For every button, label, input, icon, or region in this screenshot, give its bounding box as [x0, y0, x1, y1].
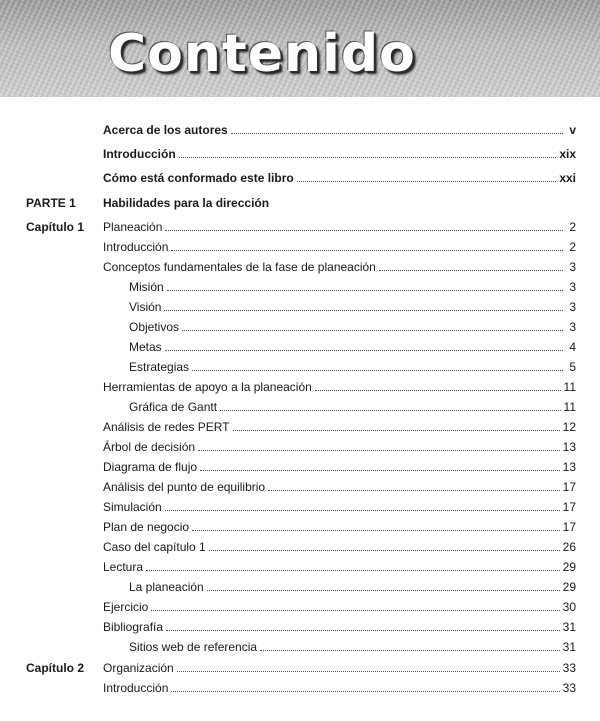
toc-title: Misión	[129, 280, 164, 294]
toc-row	[0, 618, 600, 636]
toc-entry	[103, 478, 576, 496]
toc-page-number: 11	[563, 400, 576, 414]
toc-dot-leader	[260, 638, 560, 651]
toc-row	[0, 578, 600, 596]
toc-dot-leader	[151, 598, 559, 611]
toc-title: Análisis de redes PERT	[103, 420, 230, 434]
toc-page-number: 29	[562, 580, 576, 594]
toc-title: Introducción	[103, 147, 176, 161]
toc-row	[0, 438, 600, 456]
toc-title: Árbol de decisión	[103, 440, 196, 454]
toc-entry	[103, 121, 576, 139]
toc-entry	[129, 358, 576, 376]
toc-row	[0, 478, 600, 496]
toc-page-number: 4	[569, 340, 576, 354]
toc-title: Herramientas de apoyo a la planeación	[103, 380, 312, 394]
toc-entry	[103, 558, 576, 576]
toc-dot-leader	[200, 458, 560, 471]
toc-page-number: 12	[562, 420, 576, 434]
toc-row	[0, 638, 600, 656]
toc-page-number: 3	[569, 300, 576, 314]
toc-page-number: 17	[562, 500, 576, 514]
toc-entry	[103, 438, 576, 456]
toc-dot-leader	[315, 378, 561, 391]
toc-page-number: 31	[562, 640, 576, 654]
toc-entry	[103, 598, 576, 616]
page-title: Contenido	[108, 24, 416, 84]
toc-entry	[103, 258, 576, 276]
toc-row	[0, 121, 600, 139]
toc-entry	[129, 318, 576, 336]
toc-entry	[103, 218, 576, 236]
toc-page-number: 11	[563, 380, 576, 394]
toc-entry	[103, 518, 576, 536]
toc-page-number: 17	[562, 480, 576, 494]
toc-entry	[103, 418, 576, 436]
toc-dot-leader	[231, 121, 563, 134]
toc-row	[0, 358, 600, 376]
toc-dot-leader	[233, 418, 560, 431]
toc-title: Caso del capítulo 1	[103, 540, 206, 554]
toc-page-number: 3	[569, 280, 576, 294]
toc-row	[0, 458, 600, 476]
toc-page-number: 3	[569, 260, 576, 274]
toc-title: Gráfica de Gantt	[129, 400, 218, 414]
toc-dot-leader	[167, 278, 563, 291]
page-header	[0, 0, 600, 97]
toc-entry	[103, 538, 576, 556]
toc-page-number: 31	[562, 620, 576, 634]
toc-page-number: v	[569, 123, 576, 137]
toc-dot-leader	[179, 145, 557, 158]
toc-title: Estrategias	[129, 360, 190, 374]
toc-row	[0, 518, 600, 536]
toc-title: Planeación	[103, 220, 163, 234]
toc-dot-leader	[165, 218, 563, 231]
toc-title: Habilidades para la dirección	[103, 196, 270, 210]
toc-row	[0, 298, 600, 316]
toc-entry	[103, 145, 576, 163]
toc-page-number: xxi	[559, 171, 576, 185]
toc-page-number: 33	[562, 681, 576, 695]
toc-row	[0, 498, 600, 516]
toc-entry	[129, 398, 576, 416]
toc-page-number: 13	[562, 440, 576, 454]
toc-title: Sitios web de referencia	[129, 640, 258, 654]
toc-page-number: 5	[569, 360, 576, 374]
toc-page-number: 13	[562, 460, 576, 474]
toc-title: Simulación	[103, 500, 162, 514]
toc-row	[0, 218, 600, 236]
toc-dot-leader	[164, 298, 563, 311]
toc-entry	[129, 298, 576, 316]
toc-page-number: 33	[562, 661, 576, 675]
toc-title: Organización	[103, 661, 174, 675]
toc-title: Conceptos fundamentales de la fase de planeación	[103, 260, 376, 274]
toc-entry	[103, 679, 576, 697]
toc-entry	[103, 458, 576, 476]
toc-title: Análisis del punto de equilibrio	[103, 480, 266, 494]
toc-title: Bibliografía	[103, 620, 164, 634]
toc-entry	[103, 378, 576, 396]
toc-dot-leader	[165, 338, 563, 351]
toc-row	[0, 679, 600, 697]
toc-prefix: Capítulo 2	[26, 661, 85, 675]
toc-dot-leader	[192, 518, 560, 531]
toc-entry	[129, 278, 576, 296]
toc-dot-leader	[165, 498, 560, 511]
toc-row	[0, 194, 600, 212]
toc-row	[0, 338, 600, 356]
toc-row	[0, 538, 600, 556]
toc-page-number: 30	[562, 600, 576, 614]
toc-entry	[103, 618, 576, 636]
toc-title: La planeación	[129, 580, 204, 594]
toc-title: Plan de negocio	[103, 520, 190, 534]
toc-entry	[129, 578, 576, 596]
toc-dot-leader	[379, 258, 563, 271]
toc-row	[0, 145, 600, 163]
toc-prefix: Capítulo 1	[26, 220, 85, 234]
toc-row	[0, 418, 600, 436]
toc-row	[0, 598, 600, 616]
toc-dot-leader	[182, 318, 563, 331]
toc-dot-leader	[198, 438, 560, 451]
toc-page-number: 17	[562, 520, 576, 534]
toc-dot-leader	[146, 558, 560, 571]
toc-prefix: PARTE 1	[26, 196, 76, 210]
toc-dot-leader	[192, 358, 563, 371]
toc-row	[0, 258, 600, 276]
toc-dot-leader	[207, 578, 560, 591]
toc-title: Cómo está conformado este libro	[103, 171, 294, 185]
toc-row	[0, 238, 600, 256]
toc-title: Diagrama de flujo	[103, 460, 198, 474]
toc-title: Ejercicio	[103, 600, 149, 614]
toc-dot-leader	[166, 618, 560, 631]
toc-row	[0, 318, 600, 336]
toc-entry	[103, 194, 576, 212]
toc-title: Metas	[129, 340, 162, 354]
toc-entry	[129, 338, 576, 356]
toc-dot-leader	[177, 659, 560, 672]
toc-row	[0, 398, 600, 416]
toc-dot-leader	[171, 679, 559, 692]
toc-title: Visión	[129, 300, 162, 314]
toc-entry	[129, 638, 576, 656]
toc-title: Introducción	[103, 240, 169, 254]
toc-dot-leader	[220, 398, 560, 411]
toc-title: Acerca de los autores	[103, 123, 228, 137]
toc-page-number: xix	[559, 147, 576, 161]
toc-entry	[103, 498, 576, 516]
toc-entry	[103, 659, 576, 677]
toc-entry	[103, 169, 576, 187]
toc-dot-leader	[297, 169, 557, 182]
toc-row	[0, 378, 600, 396]
toc-page-number: 29	[562, 560, 576, 574]
toc-title: Objetivos	[129, 320, 180, 334]
toc-row	[0, 278, 600, 296]
toc-row	[0, 558, 600, 576]
toc-page-number: 2	[569, 240, 576, 254]
toc-row	[0, 169, 600, 187]
toc-page-number: 26	[562, 540, 576, 554]
toc-dot-leader	[268, 478, 560, 491]
toc-title: Introducción	[103, 681, 169, 695]
toc-page-number: 3	[569, 320, 576, 334]
toc-row	[0, 659, 600, 677]
toc-dot-leader	[209, 538, 560, 551]
toc-title: Lectura	[103, 560, 144, 574]
toc-dot-leader	[171, 238, 563, 251]
toc-entry	[103, 238, 576, 256]
toc-page-number: 2	[569, 220, 576, 234]
